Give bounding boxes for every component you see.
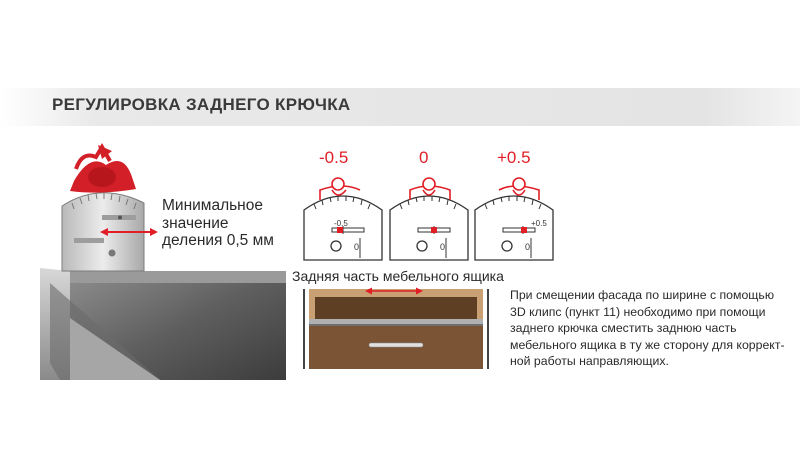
hook-photo [40,143,286,380]
dial-scale-label: -0.5 [334,219,348,228]
dial-zero-label: 0 [525,242,531,252]
caption-line: деления 0,5 мм [162,232,274,249]
dial-zero-label: 0 [354,242,360,252]
dial-plus-diagram [473,160,555,265]
info-paragraph [510,287,785,370]
info-line: мебельного ящика в ту же сторону для коррект- [510,337,785,352]
info-line: При смещении фасада по ширине с помощью [510,288,775,302]
drawer-caption: Задняя часть мебельного ящика [292,268,504,284]
dial-minus-diagram [302,160,384,265]
drawer-diagram [303,285,489,373]
info-line: заднего крючка сместить заднюю часть [510,321,737,335]
info-line: ной работы направляющих. [510,354,669,368]
dial-label-zero: 0 [419,148,429,167]
min-division-caption [162,197,274,250]
info-line: 3D клипс (пункт 11) необходимо при помощи [510,304,766,319]
dial-zero-diagram [388,160,470,265]
dial-scale-label: +0.5 [531,219,547,228]
dial-label-plus: +0.5 [497,148,531,167]
caption-line: Минимальное [162,197,263,214]
caption-line: значение [162,214,229,232]
dial-label-minus: -0.5 [319,148,349,167]
page-title: РЕГУЛИРОВКА ЗАДНЕГО КРЮЧКА [52,95,351,114]
dial-zero-label: 0 [440,242,446,252]
